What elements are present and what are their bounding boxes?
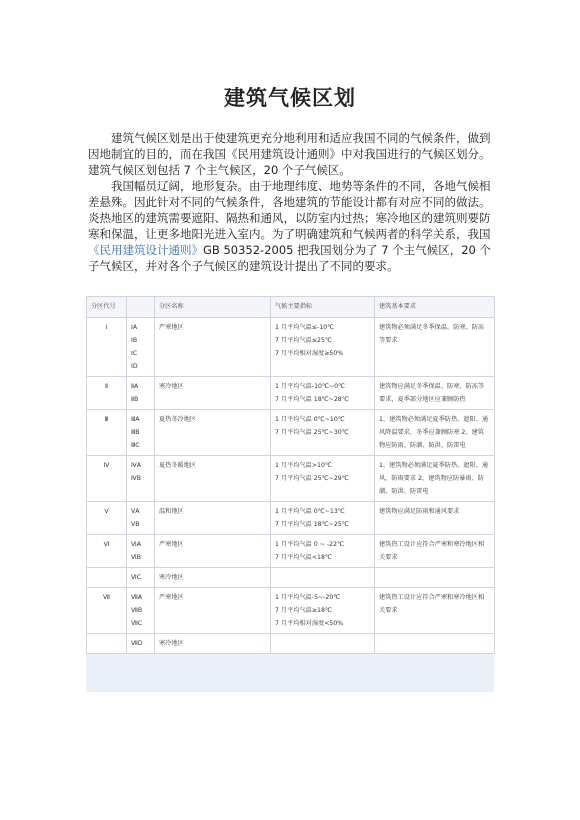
- requirement-cell: [375, 535, 495, 568]
- zone-name: 寒冷地区: [159, 574, 184, 581]
- climate-indicator-cell: [271, 456, 375, 502]
- building-requirement: 建筑热工设计应符合严寒和寒冷地区相关要求: [379, 594, 485, 614]
- climate-indicator-cell: [271, 377, 375, 410]
- climate-indicator-cell: [271, 588, 375, 634]
- climate-indicator: 7 月平均气温<18℃: [275, 554, 332, 561]
- page-title: 建筑气候区划: [224, 86, 356, 110]
- climate-indicator: 7 月平均气温 25℃~29℃: [275, 475, 349, 482]
- sub-zone-cell: [127, 410, 155, 456]
- zone-code: Ⅱ: [104, 383, 109, 390]
- requirement-cell: [375, 410, 495, 456]
- zone-code: Ⅶ: [103, 594, 110, 601]
- climate-indicator: 1 月平均气温 0℃~10℃: [275, 416, 345, 423]
- zone-code-cell: [87, 456, 127, 502]
- table-row: [87, 634, 495, 654]
- requirement-cell: [375, 588, 495, 634]
- zone-name: 寒冷地区: [159, 383, 184, 390]
- sub-zone-code: ⅦB: [131, 607, 143, 614]
- zone-code-cell: [87, 502, 127, 535]
- climate-indicator: 1 月平均气温-10℃~0℃: [275, 383, 345, 390]
- climate-indicator: 7 月平均气温≥18℃: [275, 607, 332, 614]
- zone-code: Ⅴ: [104, 508, 109, 515]
- climate-indicator-cell: [271, 502, 375, 535]
- zone-name: 严寒地区: [159, 594, 184, 601]
- zone-name-cell: [155, 535, 271, 568]
- header-zone-code: 分区代号: [87, 297, 127, 318]
- zone-name-cell: [155, 502, 271, 535]
- sub-zone-code: ⅢC: [131, 442, 140, 449]
- table-row: [87, 456, 495, 502]
- requirement-cell: [375, 377, 495, 410]
- zone-name-cell: [155, 588, 271, 634]
- zone-code-cell: [87, 535, 127, 568]
- zone-code-cell: [87, 634, 127, 654]
- sub-zone-code: ⅥB: [131, 554, 141, 561]
- sub-zone-cell: [127, 377, 155, 410]
- table-row: [87, 588, 495, 634]
- table-row: [87, 535, 495, 568]
- sub-zone-cell: [127, 568, 155, 588]
- requirement-cell: [375, 502, 495, 535]
- sub-zone-code: ⅣA: [131, 462, 141, 469]
- climate-indicator-cell: [271, 535, 375, 568]
- climate-indicator: 7 月平均气温≤25℃: [275, 337, 332, 344]
- zone-name-cell: [155, 410, 271, 456]
- sub-zone-cell: [127, 634, 155, 654]
- zone-code: Ⅳ: [103, 462, 110, 469]
- zone-code: Ⅵ: [103, 541, 110, 548]
- requirement-cell: [375, 318, 495, 377]
- sub-zone-code: ⅡA: [131, 383, 139, 390]
- table-header-row: [87, 297, 495, 318]
- building-requirement: 1、建筑物必须满足夏季防热、遮阳、通风降温要求，冬季应兼顾防寒 2、建筑物应防雨、防潮、防洪、防雷电: [379, 416, 489, 449]
- zone-code-cell: [87, 377, 127, 410]
- sub-zone-code: ⅥC: [131, 574, 142, 581]
- zone-name-cell: [155, 456, 271, 502]
- building-requirement: 建筑热工设计应符合严寒和寒冷地区相关要求: [379, 541, 485, 561]
- climate-zone-table: [86, 296, 495, 654]
- climate-indicator: 7 月平均相对湿度<50%: [275, 620, 344, 627]
- building-requirement: 建筑物必须满足冬季保温，防寒、防冻等要求: [379, 324, 485, 344]
- paragraph-2-tail: GB 50352-2005 把我国划分为了 7 个主气候区，20 个子气候区，并对各个子气候区的建筑设计提出了不同的要求。: [88, 243, 492, 273]
- climate-indicator: 1 月平均气温 0 ~ -22℃: [275, 541, 344, 548]
- header-climate-indicators: 气候主要指标: [271, 297, 375, 318]
- table-row: [87, 568, 495, 588]
- requirement-cell: [375, 568, 495, 588]
- zone-name: 夏热冬暖地区: [159, 462, 197, 469]
- climate-indicator-cell: [271, 318, 375, 377]
- zone-code-cell: [87, 318, 127, 377]
- table-row: [87, 377, 495, 410]
- standard-link[interactable]: 《民用建筑设计通则》: [88, 243, 203, 257]
- sub-zone-cell: [127, 502, 155, 535]
- zone-name: 严寒地区: [159, 541, 184, 548]
- sub-zone-cell: [127, 588, 155, 634]
- sub-zone-code: ⅦD: [131, 640, 143, 647]
- sub-zone-code: ⅤB: [131, 521, 140, 528]
- climate-indicator: 7 月平均气温 18℃~25℃: [275, 521, 349, 528]
- climate-indicator-cell: [271, 410, 375, 456]
- header-sub-zone: [127, 297, 155, 318]
- sub-zone-cell: [127, 535, 155, 568]
- paragraph-1: 建筑气候区划是出于使建筑更充分地利用和适应我国不同的气候条件，做到因地制宜的目的，而在我国《民用建筑设计通则》中对我国进行的气候区划分。建筑气候区划包括 7 个主气候区，20 个子气候区。: [88, 131, 491, 177]
- climate-indicator: 1 月平均气温 0℃~13℃: [275, 508, 345, 515]
- climate-indicator: 7 月平均相对湿度≥50%: [275, 350, 344, 357]
- zone-name: 温和地区: [159, 508, 184, 515]
- sub-zone-code: ⅡB: [131, 396, 139, 403]
- sub-zone-code: ⅠC: [131, 350, 138, 357]
- sub-zone-code: ⅢA: [131, 416, 140, 423]
- zone-code: Ⅲ: [104, 416, 109, 423]
- zone-code-cell: [87, 568, 127, 588]
- climate-indicator: 1 月平均气温≤-10℃: [275, 324, 335, 331]
- building-requirement: 建筑物应满足防雨和通风要求: [379, 508, 460, 515]
- header-building-requirements: 建筑基本要求: [375, 297, 495, 318]
- zone-name-cell: [155, 318, 271, 377]
- intro-text: [88, 130, 500, 274]
- building-requirement: 建筑物应满足冬季保温、防寒、防冻等要求，夏季部分地区应兼顾防热: [379, 383, 485, 403]
- table-row: [87, 502, 495, 535]
- sub-zone-code: ⅤA: [131, 508, 140, 515]
- header-zone-name: 分区名称: [155, 297, 271, 318]
- sub-zone-code: ⅣB: [131, 475, 141, 482]
- zone-code-cell: [87, 410, 127, 456]
- table-row: [87, 318, 495, 377]
- sub-zone-code: ⅢB: [131, 429, 140, 436]
- sub-zone-cell: [127, 318, 155, 377]
- zone-code-cell: [87, 588, 127, 634]
- sub-zone-code: ⅠD: [131, 363, 138, 370]
- zone-name-cell: [155, 377, 271, 410]
- requirement-cell: [375, 634, 495, 654]
- building-requirement: 1、建筑物必须满足夏季防热、遮阳、通风、防雨要求 2、建筑物应防暴雨、防潮、防洪、防雷电: [379, 462, 489, 495]
- paragraph-2-text: 我国幅员辽阔，地形复杂。由于地理纬度、地势等条件的不同，各地气候相差悬殊。因此针对不同的气候条件，各地建筑的节能设计都有对应不同的做法。炎热地区的建筑需要遮阳、隔热和通风，以防室内过热；寒冷地区的建筑则要防寒和保温，让更多地阳光进入室内。为了明确建筑和气候两者的科学关系，我国: [88, 179, 491, 241]
- zone-name: 严寒地区: [159, 324, 184, 331]
- zone-name: 夏热冬冷地区: [159, 416, 197, 423]
- requirement-cell: [375, 456, 495, 502]
- table-row: [87, 410, 495, 456]
- sub-zone-code: ⅠB: [131, 337, 138, 344]
- climate-indicator-cell: [271, 568, 375, 588]
- climate-indicator: 7 月平均气温 25℃~30℃: [275, 429, 349, 436]
- climate-indicator: 1 月平均气温-5~-20℃: [275, 594, 341, 601]
- zone-name-cell: [155, 568, 271, 588]
- climate-indicator-cell: [271, 634, 375, 654]
- zone-name: 寒冷地区: [159, 640, 184, 647]
- zone-code: Ⅰ: [105, 324, 108, 331]
- climate-indicator: 1 月平均气温>10℃: [275, 462, 332, 469]
- sub-zone-code: ⅥA: [131, 541, 141, 548]
- sub-zone-cell: [127, 456, 155, 502]
- sub-zone-code: ⅠA: [131, 324, 138, 331]
- climate-zone-table-container: [86, 296, 494, 692]
- zone-name-cell: [155, 634, 271, 654]
- paragraph-2: [88, 178, 500, 274]
- sub-zone-code: ⅦA: [131, 594, 143, 601]
- sub-zone-code: ⅦC: [131, 620, 143, 627]
- climate-indicator: 7 月平均气温 18℃~28℃: [275, 396, 349, 403]
